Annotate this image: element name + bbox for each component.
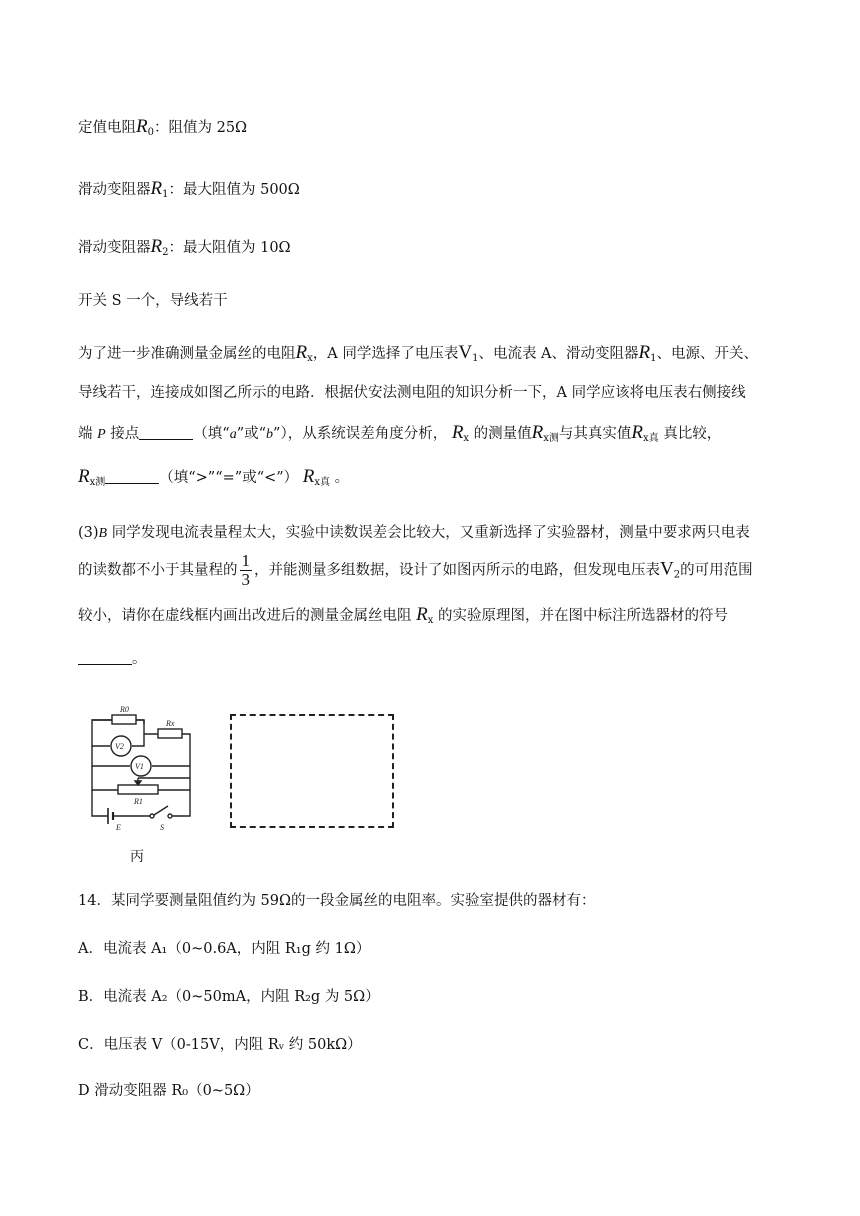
q14-option-b: B．电流表 A₂（0~50mA，内阻 R₂g 为 5Ω） [78, 989, 380, 1005]
para3-line3: 较小，请你在虚线框内画出改进后的测量金属丝电阻 $R_x$ 的实验原理图，并在图中标注所选器材的符号 [78, 604, 728, 626]
circuit-diagram [84, 700, 220, 836]
para2-line2: 导线若干，连接成如图乙所示的电路．根据伏安法测电阻的知识分析一下，A 同学应该将电压表右侧接线 [78, 385, 746, 401]
answer-blank-3[interactable] [78, 650, 132, 665]
label-s: S [160, 823, 164, 832]
q14-option-c: C．电压表 V（0-15V，内阻 Rᵥ 约 50kΩ） [78, 1037, 362, 1053]
label-r1: R1 [134, 797, 143, 806]
q14-option-d: D 滑动变阻器 R₀（0~5Ω） [78, 1083, 260, 1099]
figure-caption: 丙 [130, 849, 144, 865]
item-r2: 滑动变阻器$R_2$：最大阻值为 10Ω [78, 236, 291, 258]
label-r0: R0 [120, 705, 129, 714]
para3-line4: 。 [78, 648, 147, 670]
para2-line4: $R_{x测}$ （填“>”“=”或“<”） $R_{x真}$ 。 [78, 466, 350, 488]
drawing-area-box[interactable] [230, 714, 394, 828]
q14-intro: 14．某同学要测量阻值约为 59Ω的一段金属丝的电阻率。实验室提供的器材有： [78, 893, 596, 909]
item-r0: 定值电阻$R_0$：阻值为 25Ω [78, 116, 248, 138]
para2-line1: 为了进一步准确测量金属丝的电阻$R_x$，A 同学选择了电压表$V_1$、电流表 A、滑动变阻器$R_1$、电源、开关、 [78, 342, 759, 364]
fraction-one-third: $\frac{1}{3}$ [241, 551, 250, 589]
para3-line2: 的读数都不小于其量程的 $\frac{1}{3}$ ，并能测量多组数据，设计了如图丙所示的电路，但发现电压表$V_2$的可用范围 [78, 551, 753, 589]
item-r1: 滑动变阻器$R_1$：最大阻值为 500Ω [78, 178, 300, 200]
q14-option-a: A．电流表 A₁（0~0.6A，内阻 R₁g 约 1Ω） [78, 941, 371, 957]
item-switch: 开关 S 一个，导线若干 [78, 293, 228, 309]
label-rx: Rx [166, 719, 175, 728]
para3-line1: (3)B 同学发现电流表量程太大，实验中读数误差会比较大，又重新选择了实验器材，测量中要求两只电表 [78, 525, 750, 541]
label-e: E [116, 823, 121, 832]
para2-line3: 端 P 接点 （填“a”或“b”），从系统误差角度分析， $R_x$ 的测量值$R_{x测}$与其真实值$R_{x真}$ 真比较， [78, 422, 722, 444]
answer-blank-1[interactable] [139, 425, 193, 440]
label-v1: V1 [135, 762, 144, 771]
label-v2: V2 [115, 742, 124, 751]
answer-blank-2[interactable] [105, 469, 159, 484]
